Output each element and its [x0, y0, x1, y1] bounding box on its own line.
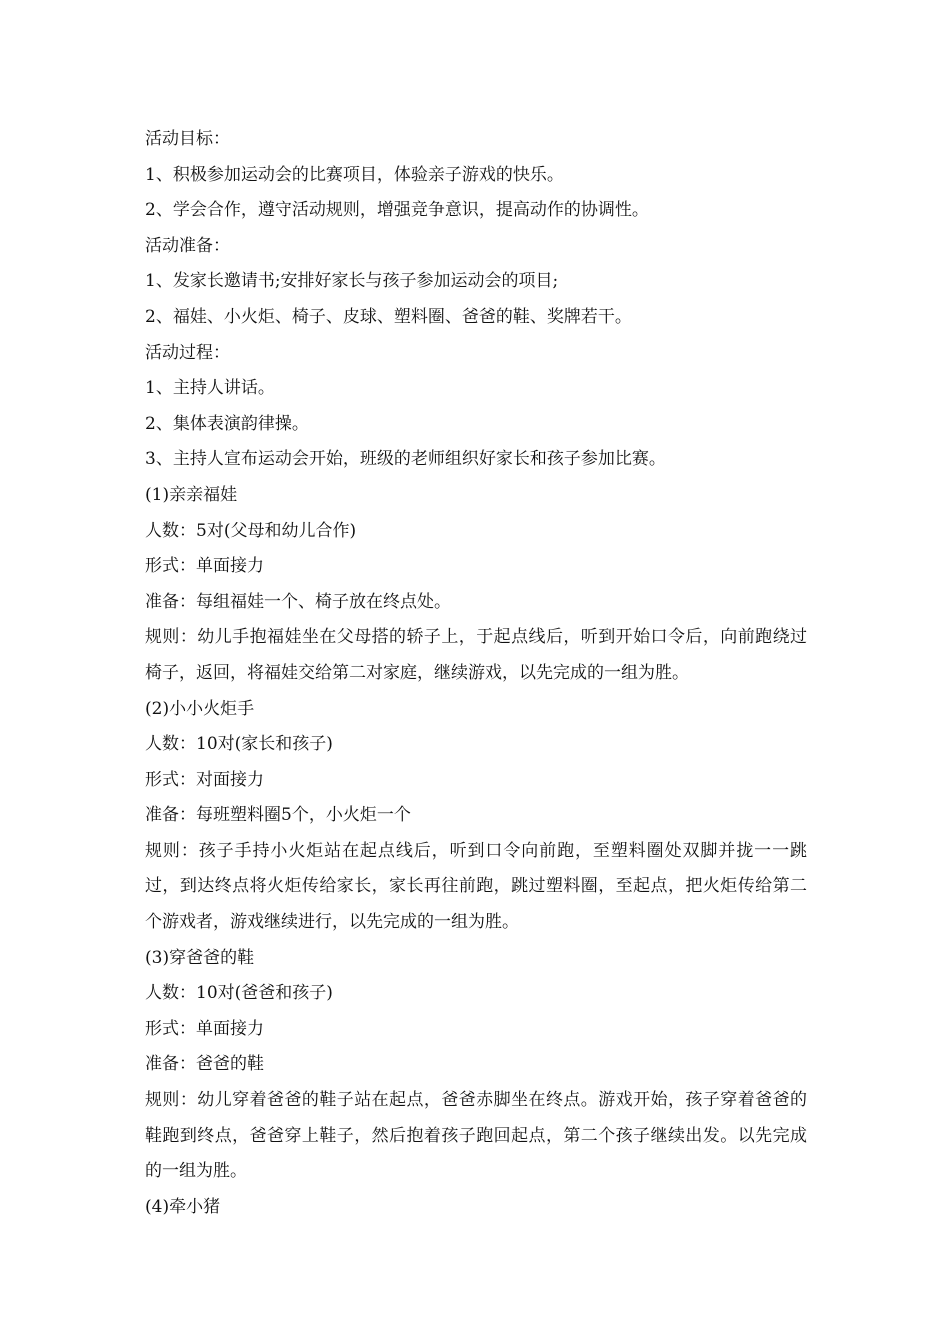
game-3-title: (3)穿爸爸的鞋: [145, 947, 255, 968]
game-1-players: 人数：5对(父母和幼儿合作): [145, 520, 357, 541]
game-2-players: 人数：10对(家长和孩子): [145, 734, 333, 755]
document-body: [145, 122, 807, 1225]
preparation-item-1: 1、发家长邀请书;安排好家长与孩子参加运动会的项目;: [145, 271, 559, 292]
game-1-rules: 规则：幼儿手抱福娃坐在父母搭的轿子上，于起点线后，听到开始口令后，向前跑绕过椅子，返回，将福娃交给第二对家庭，继续游戏，以先完成的一组为胜。: [145, 627, 807, 683]
game-2-preparation: 准备：每班塑料圈5个，小火炬一个: [145, 805, 411, 826]
game-2-rules: 规则：孩子手持小火炬站在起点线后，听到口令向前跑，至塑料圈处双脚并拢一一跳过，到达终点将火炬传给家长，家长再往前跑，跳过塑料圈，至起点，把火炬传给第二个游戏者，游戏继续进行，以先完成的一组为胜。: [145, 840, 807, 933]
game-3-players: 人数：10对(爸爸和孩子): [145, 983, 333, 1004]
preparation-item-2: 2、福娃、小火炬、椅子、皮球、塑料圈、爸爸的鞋、奖牌若干。: [145, 306, 632, 327]
goal-item-1: 1、积极参加运动会的比赛项目，体验亲子游戏的快乐。: [145, 164, 564, 185]
process-item-1: 1、主持人讲话。: [145, 378, 275, 399]
section-heading-process: 活动过程：: [145, 342, 230, 363]
game-1-preparation: 准备：每组福娃一个、椅子放在终点处。: [145, 591, 451, 612]
game-4-title: (4)牵小猪: [145, 1196, 221, 1217]
goal-item-2: 2、学会合作，遵守活动规则，增强竞争意识，提高动作的协调性。: [145, 200, 649, 221]
section-heading-goals: 活动目标：: [145, 129, 230, 149]
game-2-format: 形式：对面接力: [145, 769, 264, 790]
game-3-format: 形式：单面接力: [145, 1018, 264, 1039]
game-1-format: 形式：单面接力: [145, 556, 264, 577]
process-item-3: 3、主持人宣布运动会开始，班级的老师组织好家长和孩子参加比赛。: [145, 449, 666, 470]
game-3-preparation: 准备：爸爸的鞋: [145, 1054, 264, 1075]
game-3-rules: 规则：幼儿穿着爸爸的鞋子站在起点，爸爸赤脚坐在终点。游戏开始，孩子穿着爸爸的鞋跑到终点，爸爸穿上鞋子，然后抱着孩子跑回起点，第二个孩子继续出发。以先完成的一组为胜。: [145, 1090, 807, 1182]
process-item-2: 2、集体表演韵律操。: [145, 413, 309, 434]
game-2-title: (2)小小火炬手: [145, 698, 255, 719]
game-1-title: (1)亲亲福娃: [145, 484, 238, 505]
section-heading-preparation: 活动准备：: [145, 235, 230, 256]
